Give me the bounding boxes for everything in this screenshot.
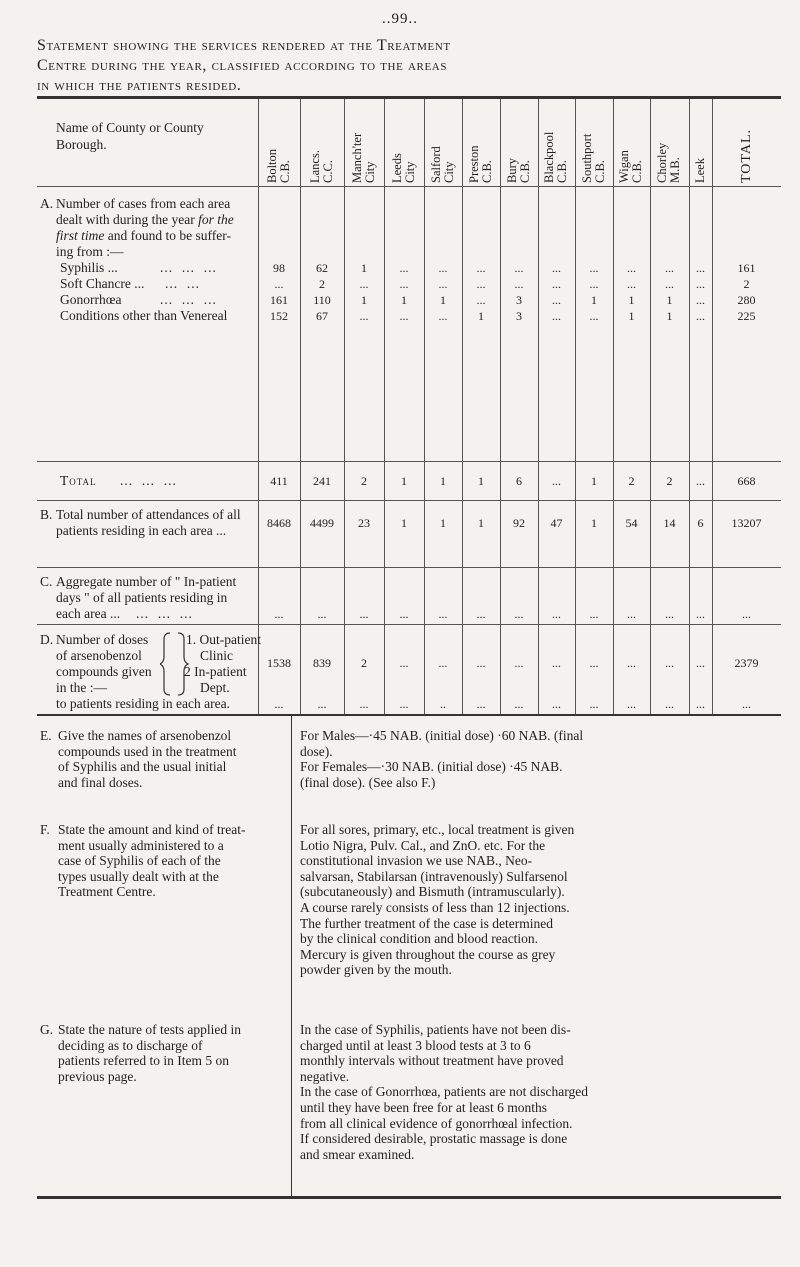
section-d-outpatient-cell: ...: [514, 656, 524, 670]
section-b-text-2: patients residing in each area ...: [56, 523, 227, 538]
table-top-rule: [37, 96, 781, 99]
section-d-inpatient-cell: ...: [665, 697, 674, 711]
column-header-5-line-1: C.B.: [479, 160, 494, 183]
answer-f-line: salvarsan, Stabilarsan (intravenously) Sulfarsenol: [300, 868, 568, 884]
section-d-inpatient-cell: ...: [274, 697, 284, 711]
row-gonorrhoea-label: Gonorrhœa: [60, 292, 122, 307]
section-c-cell: ...: [438, 607, 448, 621]
section-c-text-2: days " of all patients residing in: [56, 590, 228, 605]
name-header-2: Borough.: [56, 137, 107, 152]
a-e-text: [300, 728, 583, 790]
row-3-cell: 3: [516, 309, 522, 323]
section-d-outpatient-cell: ...: [627, 656, 636, 670]
row-1-cell: ...: [274, 277, 284, 291]
row-0-cell: ...: [399, 261, 409, 275]
section-d-label: D.: [40, 632, 54, 647]
section-d-inpatient-cell: ...: [589, 697, 599, 711]
section-c-cell: ...: [589, 607, 599, 621]
section-a-text-3: [56, 228, 231, 244]
title-line-1: Statement showing the services rendered at the Treatment: [37, 37, 451, 54]
section-d-line-4: in the :—: [56, 680, 107, 695]
section-c-cell: ...: [476, 607, 486, 621]
section-b-cell: 47: [550, 516, 563, 530]
question-g-line: previous page.: [58, 1068, 137, 1084]
total-row-cell: 241: [313, 474, 331, 488]
row-2-cell: 161: [270, 293, 288, 307]
q-e-label: E.: [40, 728, 52, 743]
answer-f-line: Lotio Nigra, Pulv. Cal., and ZnO. etc. For the: [300, 837, 546, 853]
section-d-inpatient-cell: ...: [317, 697, 327, 711]
section-d-inpatient-cell: ...: [552, 697, 561, 711]
section-c-cell: ...: [317, 607, 327, 621]
row-0-cell: 62: [316, 261, 328, 275]
section-d-inpatient-cell: ...: [696, 697, 705, 711]
question-f-line: ment usually administered to a: [58, 837, 224, 853]
c-rule: [37, 624, 781, 625]
section-a-label: A.: [40, 196, 54, 211]
section-d-outpatient-cell: ...: [665, 656, 674, 670]
section-c-dots: ... ... ...: [136, 606, 193, 621]
row-3-cell: ...: [696, 309, 705, 323]
row-3-cell: 225: [737, 309, 756, 323]
column-header-1-line-0: Lancs.: [307, 150, 322, 183]
row-0-cell: ...: [552, 261, 561, 275]
row-syphilis-label: Syphilis ...: [60, 260, 118, 275]
total-label: Total: [60, 473, 97, 488]
column-header-4-line-0: Salford: [428, 146, 443, 183]
row-0-cell: 161: [737, 261, 756, 275]
question-f-line: State the amount and kind of treat-: [58, 822, 246, 837]
column-header-7-line-1: C.B.: [555, 160, 569, 183]
row-1-cell: ...: [359, 277, 369, 291]
row-3-cell: ...: [359, 309, 369, 323]
row-soft-chancre-dots: ... ...: [165, 276, 200, 291]
section-d-outpatient-cell: 2379: [734, 656, 759, 670]
column-header-9-line-1: C.B.: [630, 160, 644, 183]
section-c-cell: ...: [696, 607, 705, 621]
section-b-cell: 6: [697, 516, 704, 530]
row-2-cell: 110: [313, 293, 331, 307]
row-3-cell: 1: [628, 309, 635, 323]
total-row-cell: 1: [591, 474, 597, 488]
column-header-0-line-0: Bolton: [264, 148, 279, 183]
row-0-cell: ...: [627, 261, 636, 275]
page-number: ..99..: [382, 11, 418, 27]
column-header-10-line-1: M.B.: [668, 157, 682, 183]
section-c-text-1: Aggregate number of " In-patient: [56, 574, 237, 589]
row-0-cell: 1: [361, 261, 367, 275]
section-c-cell: ...: [742, 607, 751, 621]
column-header-1-line-1: C.C.: [320, 160, 335, 183]
q-g-text: [58, 1022, 241, 1084]
question-e-line: and final doses.: [58, 774, 143, 790]
answer-g-line: In the case of Syphilis, patients have not been dis-: [300, 1022, 571, 1037]
answer-g-line: If considered desirable, prostatic massage is done: [300, 1131, 568, 1147]
section-d-sub-2: 2 In-patient: [184, 664, 247, 679]
row-1-cell: ...: [476, 277, 486, 291]
row-1-cell: ...: [438, 277, 448, 291]
row-3-cell: ...: [438, 309, 448, 323]
section-b-cell: 14: [663, 516, 676, 530]
q-g-label: G.: [40, 1022, 54, 1037]
section-a-text-1: Number of cases from each area: [56, 196, 231, 211]
section-d-outpatient-cell: ...: [399, 656, 409, 670]
row-1-cell: ...: [589, 277, 599, 291]
answer-f-line: A course rarely consists of less than 12 injections.: [300, 899, 570, 915]
section-d-outpatient-cell: ...: [552, 656, 561, 670]
row-2-cell: 3: [516, 293, 522, 307]
row-soft-chancre-label: Soft Chancre ...: [60, 276, 145, 291]
row-3-cell: ...: [589, 309, 599, 323]
total-row-cell: 668: [737, 474, 756, 488]
statement-title: [37, 36, 777, 96]
section-d-outpatient-cell: 839: [313, 656, 331, 670]
question-f-line: types usually dealt with at the: [58, 868, 219, 884]
row-3-cell: ...: [552, 309, 561, 323]
brace-left: [160, 631, 174, 697]
answer-f-line: (subcutaneously) and Bismuth (intramuscularly).: [300, 884, 565, 900]
answer-f-line: powder given by the mouth.: [300, 962, 452, 978]
section-d-line-1: Number of doses: [56, 632, 149, 647]
section-c-cell: ...: [552, 607, 561, 621]
row-0-cell: ...: [589, 261, 599, 275]
answer-g-line: In the case of Gonorrhœa, patients are not discharged: [300, 1084, 589, 1100]
title-line-2: Centre during the year, classified according to the areas: [37, 57, 448, 74]
question-g-line: patients referred to in Item 5 on: [58, 1053, 229, 1069]
section-b-cell: 54: [625, 516, 638, 530]
section-b-label: B.: [40, 507, 53, 522]
row-0-cell: 98: [273, 261, 285, 275]
section-d-outpatient-cell: ...: [438, 656, 448, 670]
row-1-cell: ...: [399, 277, 409, 291]
row-0-cell: ...: [438, 261, 448, 275]
qa-divider: [291, 716, 292, 1196]
column-header-4-line-1: City: [441, 161, 456, 183]
q-f-text: [58, 822, 245, 900]
section-a-text-4: ing from :—: [56, 244, 124, 259]
question-f-line: case of Syphilis of each of the: [58, 853, 221, 869]
section-b-cell: 4499: [310, 516, 334, 530]
column-header-6-line-1: C.B.: [517, 160, 532, 183]
total-rule-top: [37, 461, 781, 462]
section-a-text-3a: first time: [56, 228, 105, 243]
title-line-3: in which the patients resided.: [37, 77, 242, 94]
total-rule-bottom: [37, 500, 781, 501]
row-2-cell: ...: [476, 293, 486, 307]
answer-f-line: constitutional invasion we use NAB., Neo-: [300, 853, 533, 869]
column-header-2-line-0: Manch'ter: [349, 132, 364, 183]
answer-f-line: The further treatment of the case is determined: [300, 915, 554, 931]
column-header-8-line-0: Southport: [579, 133, 594, 183]
section-a-text-2a: dealt with during the year: [56, 212, 199, 227]
section-b-cell: 1: [591, 516, 597, 530]
row-0-cell: ...: [665, 261, 674, 275]
name-header-1: Name of County or County: [56, 120, 204, 135]
total-row-cell: 411: [270, 474, 288, 488]
column-header-2-line-1: City: [362, 161, 377, 183]
row-0-cell: ...: [696, 261, 705, 275]
section-a-text-2b: for the: [198, 212, 234, 227]
answer-e-line: For Females—·30 NAB. (initial dose) ·45 NAB.: [300, 759, 563, 775]
row-1-cell: ...: [514, 277, 524, 291]
section-b-cell: 1: [478, 516, 484, 530]
question-e-line: compounds used in the treatment: [58, 743, 237, 759]
row-0-cell: ...: [476, 261, 486, 275]
column-header-10-line-0: Chorley: [655, 142, 669, 183]
total-row-cell: 1: [478, 474, 484, 488]
section-d-line-5: to patients residing in each area.: [56, 696, 230, 711]
row-1-cell: ...: [696, 277, 705, 291]
total-row-cell: 1: [440, 474, 446, 488]
row-3-cell: 1: [478, 309, 484, 323]
column-header-3-line-0: Leeds: [389, 153, 404, 183]
row-2-cell: 1: [666, 293, 673, 307]
row-2-cell: 280: [737, 293, 756, 307]
q-e-text: [58, 728, 236, 790]
total-row-cell: 2: [666, 474, 673, 488]
section-c-cell: ...: [399, 607, 409, 621]
page-bottom-rule: [37, 1196, 781, 1199]
column-header-0-line-1: C.B.: [277, 160, 292, 183]
answer-e-line: (final dose). (See also F.): [300, 774, 436, 790]
section-d-inpatient-cell: ...: [742, 697, 751, 711]
section-d-inpatient-cell: ...: [399, 697, 409, 711]
column-header-5-line-0: Preston: [466, 145, 481, 183]
section-d-outpatient-cell: ...: [696, 656, 705, 670]
row-1-cell: ...: [552, 277, 561, 291]
row-syphilis-dots: ... ... ...: [160, 260, 217, 275]
section-c-label: C.: [40, 574, 53, 589]
row-1-cell: ...: [627, 277, 636, 291]
answer-g-line: negative.: [300, 1068, 350, 1084]
answer-f-line: Mercury is given throughout the course as grey: [300, 946, 556, 962]
answer-g-line: from all clinical evidence of gonorrhœal infection.: [300, 1115, 573, 1131]
section-d-sub-1b: Clinic: [200, 648, 233, 663]
column-header-11-line-0: Leek: [692, 158, 707, 183]
section-d-sub-1: 1. Out-patient: [186, 632, 261, 647]
section-d-outpatient-cell: ...: [476, 656, 486, 670]
section-b-cell: 1: [440, 516, 446, 530]
total-row-cell: 6: [516, 474, 522, 488]
total-dots: ... ... ...: [120, 473, 177, 488]
section-a-text-2: [56, 212, 234, 228]
answer-f-line: by the clinical condition and blood reaction.: [300, 931, 539, 947]
section-c-cell: ...: [665, 607, 674, 621]
column-header-8-line-1: C.B.: [592, 160, 607, 183]
row-2-cell: 1: [628, 293, 635, 307]
section-d-inpatient-cell: ...: [476, 697, 486, 711]
row-1-cell: 2: [743, 277, 750, 291]
row-1-cell: 2: [319, 277, 325, 291]
row-2-cell: 1: [440, 293, 446, 307]
header-rule: [37, 186, 781, 187]
answer-g-line: and smear examined.: [300, 1146, 415, 1162]
a-g-text: [300, 1022, 588, 1162]
section-b-cell: 8468: [267, 516, 291, 530]
answer-e-line: dose).: [300, 743, 333, 759]
row-2-cell: 1: [401, 293, 407, 307]
section-c-cell: ...: [627, 607, 636, 621]
b-rule: [37, 567, 781, 568]
answer-g-line: monthly intervals without treatment have proved: [300, 1053, 564, 1069]
table-bottom-rule: [37, 714, 781, 716]
section-d-inpatient-cell: ...: [514, 697, 524, 711]
section-c-text-3: each area ...: [56, 606, 121, 621]
q-f-label: F.: [40, 822, 50, 837]
question-g-line: State the nature of tests applied in: [58, 1022, 241, 1037]
section-b-cell: 13207: [731, 516, 762, 530]
row-2-cell: 1: [361, 293, 367, 307]
section-c-cell: ...: [514, 607, 524, 621]
total-row-cell: 1: [401, 474, 407, 488]
row-0-cell: ...: [514, 261, 524, 275]
section-b-text-1: Total number of attendances of all: [56, 507, 241, 522]
section-c-cell: ...: [359, 607, 369, 621]
section-d-outpatient-cell: 1538: [267, 656, 291, 670]
question-g-line: deciding as to discharge of: [58, 1037, 203, 1053]
section-d-inpatient-cell: ..: [440, 697, 446, 711]
total-row-cell: 2: [628, 474, 635, 488]
total-row-cell: 2: [361, 474, 367, 488]
row-1-cell: ...: [665, 277, 674, 291]
row-3-cell: 152: [270, 309, 288, 323]
total-row-cell: ...: [696, 474, 705, 488]
column-header-6-line-0: Bury: [504, 158, 519, 183]
question-e-line: of Syphilis and the usual initial: [58, 759, 227, 775]
answer-g-line: charged until at least 3 blood tests at 3 to 6: [300, 1037, 531, 1053]
answer-f-line: For all sores, primary, etc., local treatment is given: [300, 822, 575, 837]
row-gonorrhoea-dots: ... ... ...: [160, 292, 217, 307]
row-2-cell: ...: [696, 293, 705, 307]
section-a-text-3b: and found to be suffer-: [104, 228, 231, 243]
section-d-outpatient-cell: ...: [589, 656, 599, 670]
row-2-cell: 1: [591, 293, 597, 307]
question-e-line: Give the names of arsenobenzol: [58, 728, 232, 743]
column-header-9-line-0: Wigan: [617, 150, 631, 183]
section-d-line-3: compounds given: [56, 664, 152, 679]
section-c-cell: ...: [274, 607, 284, 621]
section-d-line-2: of arsenobenzol: [56, 648, 142, 663]
column-header-7-line-0: Blackpool: [542, 131, 556, 183]
answer-e-line: For Males—·45 NAB. (initial dose) ·60 NAB. (final: [300, 728, 584, 743]
section-d-outpatient-cell: 2: [361, 656, 367, 670]
answer-g-line: until they have been free for at least 6 months: [300, 1099, 548, 1115]
section-d-inpatient-cell: ...: [627, 697, 636, 711]
row-3-cell: 1: [666, 309, 673, 323]
row-3-cell: 67: [316, 309, 328, 323]
row-2-cell: ...: [552, 293, 561, 307]
section-d-inpatient-cell: ...: [359, 697, 369, 711]
section-b-cell: 1: [401, 516, 407, 530]
a-f-text: [300, 822, 574, 978]
row-3-cell: ...: [399, 309, 409, 323]
section-b-cell: 23: [358, 516, 370, 530]
column-header-12-line-0: TOTAL.: [738, 128, 754, 183]
column-header-3-line-1: City: [402, 161, 417, 183]
section-b-cell: 92: [513, 516, 525, 530]
row-other-label: Conditions other than Venereal: [60, 308, 228, 323]
total-row-cell: ...: [552, 474, 561, 488]
section-d-sub-2b: Dept.: [200, 680, 230, 695]
question-f-line: Treatment Centre.: [58, 884, 156, 900]
